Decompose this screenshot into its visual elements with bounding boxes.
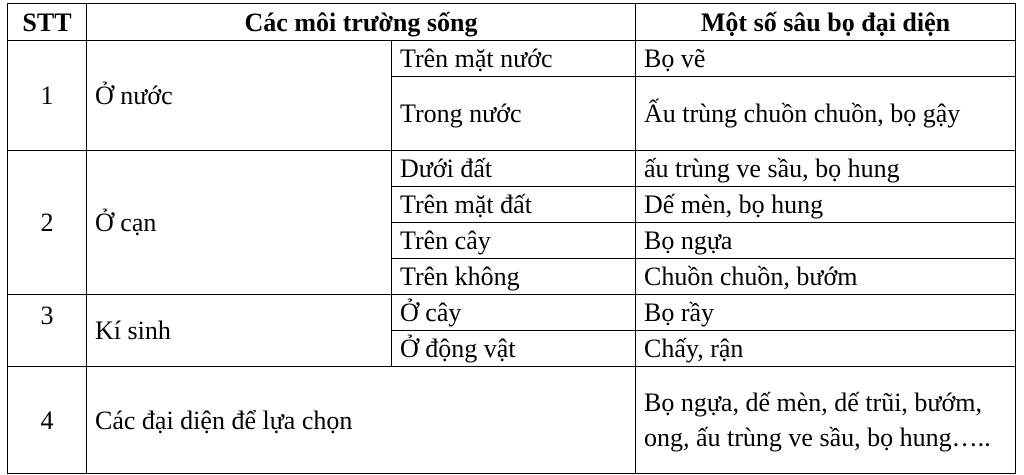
sub-environment-cell: Ở động vật [392,331,636,367]
sub-environment-cell: Trong nước [392,77,636,151]
sub-environment-cell: Dưới đất [392,151,636,187]
header-row [8,4,1016,41]
representatives-cell: Ấu trùng chuồn chuồn, bọ gậy [636,77,1016,151]
header-environment: Các môi trường sống [87,4,636,41]
sub-environment-cell: Trên mặt nước [392,41,636,77]
environment-cell: Ở nước [87,41,392,151]
representatives-cell: Chấy, rận [636,331,1016,367]
header-representatives: Một số sâu bọ đại diện [636,4,1016,41]
stt-cell: 3 [8,295,87,367]
sub-environment-cell: Ở cây [392,295,636,331]
representatives-cell: Bọ ngựa, dế mèn, dế trũi, bướm, ong, ấu trùng ve sầu, bọ hung….. [636,367,1016,474]
representatives-cell: Bọ ngựa [636,223,1016,259]
representatives-cell: Bọ rầy [636,295,1016,331]
stt-cell: 4 [8,367,87,474]
table-row [8,367,1016,474]
environment-cell: Các đại diện để lựa chọn [87,367,636,474]
stt-cell: 1 [8,41,87,151]
representatives-cell: Chuồn chuồn, bướm [636,259,1016,295]
header-stt: STT [8,4,87,41]
sub-environment-cell: Trên cây [392,223,636,259]
environment-cell: Kí sinh [87,295,392,367]
sub-environment-cell: Trên không [392,259,636,295]
representatives-cell: ấu trùng ve sầu, bọ hung [636,151,1016,187]
table-row [8,41,1016,77]
sub-environment-cell: Trên mặt đất [392,187,636,223]
representatives-cell: Bọ vẽ [636,41,1016,77]
table-row [8,151,1016,187]
stt-cell: 2 [8,151,87,295]
table-row [8,295,1016,331]
insect-habitat-table [7,3,1016,474]
representatives-cell: Dế mèn, bọ hung [636,187,1016,223]
environment-cell: Ở cạn [87,151,392,295]
